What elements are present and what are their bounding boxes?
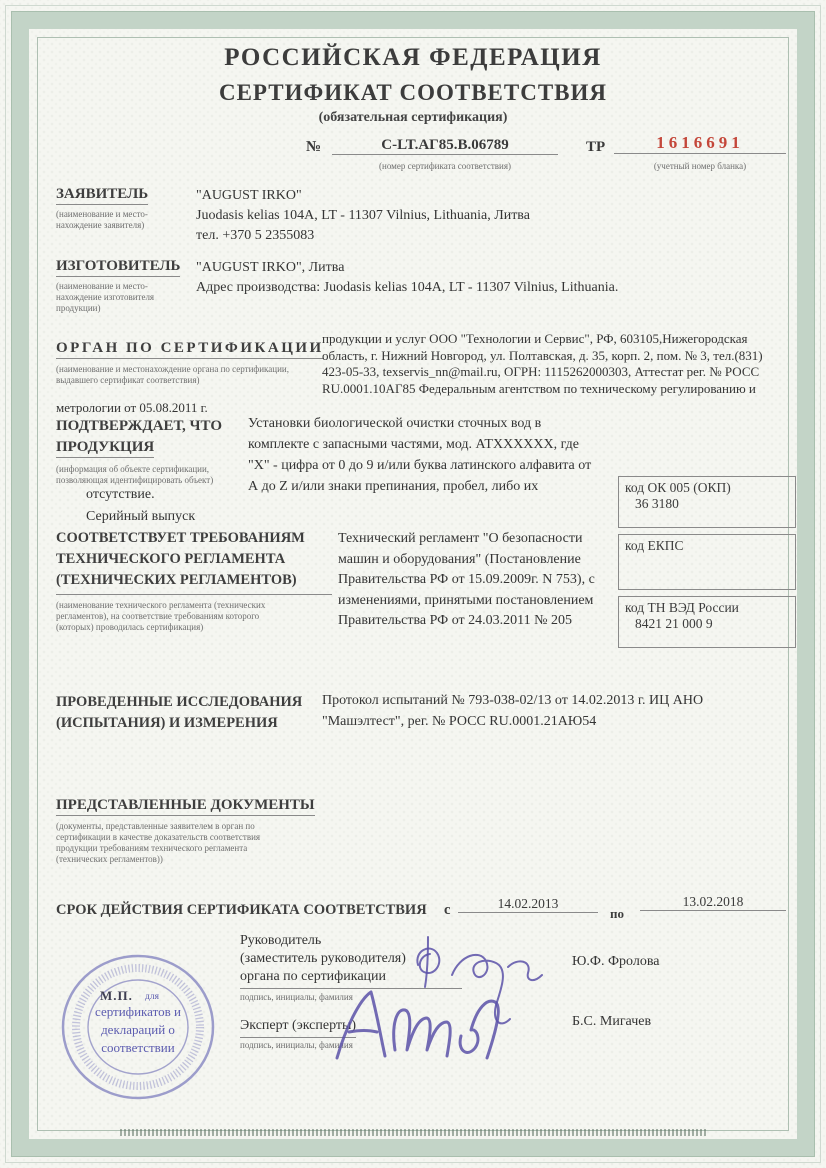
head-role-line: органа по сертификации bbox=[240, 969, 387, 984]
product-label-line2: ПРОДУКЦИЯ bbox=[56, 439, 154, 458]
code-box-okp bbox=[618, 476, 796, 528]
cert-body-line: 423-05-33, texservis_nn@mail.ru, ОГРН: 1115262000303, Аттестат рег. № РОСС bbox=[322, 364, 760, 379]
cert-body-caption-line: (наименование и местонахождение органа по сертификации, bbox=[56, 364, 289, 374]
manufacturer-line: "AUGUST IRKO", Литва bbox=[196, 260, 345, 275]
page-title: СЕРТИФИКАТ СООТВЕТСТВИЯ bbox=[218, 80, 608, 105]
head-role-line: (заместитель руководителя) bbox=[240, 951, 406, 966]
tests-value bbox=[322, 690, 796, 732]
product-label-line1: ПОДТВЕРЖДАЕТ, ЧТО bbox=[56, 418, 223, 434]
documents-caption-line: (технических регламентов)) bbox=[56, 854, 163, 864]
applicant-caption-line: (наименование и место- bbox=[56, 209, 148, 219]
head-name: Ю.Ф. Фролова bbox=[572, 954, 660, 969]
cert-body-line: продукции и услуг ООО "Технологии и Сервис", РФ, 603105,Нижегородская bbox=[322, 331, 748, 346]
compliance-caption-line: регламентов), на соответствие требованиям которого bbox=[56, 611, 260, 621]
compliance-caption-line: (наименование технического регламента (технических bbox=[56, 600, 266, 610]
cert-body-label: ОРГАН ПО СЕРТИФИКАЦИИ bbox=[56, 340, 324, 359]
compliance-label-line: (ТЕХНИЧЕСКИХ РЕГЛАМЕНТОВ) bbox=[56, 572, 297, 588]
expert-signature-image bbox=[325, 978, 565, 1073]
code-box-ekps bbox=[618, 534, 796, 590]
manufacturer-line: Адрес производства: Juodasis kelias 104A, LT - 11307 Vilnius, Lithuania. bbox=[196, 280, 619, 295]
code-box-tnved bbox=[618, 596, 796, 648]
validity-to-date: 13.02.2018 bbox=[640, 894, 786, 911]
validity-from-label: с bbox=[444, 902, 451, 918]
stamp-place-label: М.П. bbox=[100, 988, 133, 1003]
product-line: А до Z и/или знаки препинания, пробел, либо их bbox=[248, 479, 539, 494]
documents-label: ПРЕДСТАВЛЕННЫЕ ДОКУМЕНТЫ bbox=[56, 797, 315, 816]
stamp-line: деклараций о bbox=[101, 1022, 175, 1037]
tests-label-line: (ИСПЫТАНИЯ) И ИЗМЕРЕНИЯ bbox=[56, 715, 278, 731]
product-caption-line: (информация об объекте сертификации, bbox=[56, 464, 210, 474]
manufacturer-caption-line: (наименование и место- bbox=[56, 281, 148, 291]
manufacturer-label: ИЗГОТОВИТЕЛЬ bbox=[56, 258, 180, 277]
tests-line: "Машэлтест", рег. № РОСС RU.0001.21АЮ54 bbox=[322, 714, 597, 729]
head-signature-caption: подпись, инициалы, фамилия bbox=[240, 992, 353, 1002]
blank-number-caption: (учетный номер бланка) bbox=[653, 161, 747, 171]
blank-number: 1616691 bbox=[614, 133, 786, 154]
applicant-line: "AUGUST IRKO" bbox=[196, 188, 302, 203]
compliance-line: Технический регламент "О безопасности bbox=[338, 531, 583, 546]
expert-signature-caption: подпись, инициалы, фамилия bbox=[240, 1040, 353, 1050]
head-role-line: Руководитель bbox=[240, 933, 322, 948]
documents-caption-line: сертификации в качестве доказательств соответствия bbox=[56, 832, 261, 842]
manufacturer-value bbox=[196, 258, 786, 298]
product-caption-line: позволяющая идентифицировать объект) bbox=[56, 475, 214, 485]
round-stamp bbox=[58, 952, 218, 1104]
validity-label: СРОК ДЕЙСТВИЯ СЕРТИФИКАТА СООТВЕТСТВИЯ bbox=[56, 902, 427, 918]
documents-caption-line: (документы, представленные заявителем в орган по bbox=[56, 821, 255, 831]
compliance-value bbox=[338, 529, 630, 632]
country-title: РОССИЙСКАЯ ФЕДЕРАЦИЯ bbox=[224, 44, 602, 71]
applicant-label: ЗАЯВИТЕЛЬ bbox=[56, 186, 148, 205]
product-line: Установки биологической очистки сточных вод в bbox=[248, 416, 542, 431]
stamp-line: соответствии bbox=[101, 1040, 175, 1055]
documents-caption bbox=[56, 821, 356, 865]
cert-body-caption-line: выдавшего сертификат соответствия) bbox=[56, 375, 200, 385]
compliance-line: машин и оборудования" (Постановление bbox=[338, 551, 581, 567]
code-okp-value: 36 3180 bbox=[635, 496, 679, 511]
applicant-line: тел. +370 5 2355083 bbox=[196, 228, 315, 243]
product-left-note1: отсутствие. bbox=[86, 487, 155, 502]
applicant-value bbox=[196, 186, 776, 246]
applicant-caption bbox=[56, 209, 186, 231]
applicant-caption-line: нахождение заявителя) bbox=[56, 220, 145, 230]
code-tnved-label: код ТН ВЭД России bbox=[625, 600, 739, 615]
cert-body-value bbox=[322, 331, 796, 397]
cert-body-caption bbox=[56, 364, 324, 386]
tests-label bbox=[56, 692, 332, 734]
tr-label: ТР bbox=[586, 139, 606, 155]
product-left-note2: Серийный выпуск bbox=[86, 509, 196, 524]
compliance-label-line: ТЕХНИЧЕСКОГО РЕГЛАМЕНТА bbox=[56, 551, 286, 567]
compliance-label-line: СООТВЕТСТВУЕТ ТРЕБОВАНИЯМ bbox=[56, 530, 305, 546]
manufacturer-caption-line: продукции) bbox=[56, 303, 101, 313]
manufacturer-caption-line: нахождение изготовителя bbox=[56, 292, 155, 302]
cert-body-line: область, г. Нижний Новгород, ул. Полтавская, д. 35, корп. 2, пом. № 3, тел.(831) bbox=[322, 347, 763, 363]
tests-label-line: ПРОВЕДЕННЫЕ ИССЛЕДОВАНИЯ bbox=[56, 694, 303, 710]
product-value bbox=[248, 413, 626, 497]
number-symbol: № bbox=[306, 139, 322, 155]
documents-caption-line: продукции требованиям технического регламента bbox=[56, 843, 248, 853]
compliance-line: Правительства РФ от 24.03.2011 № 205 bbox=[338, 613, 572, 628]
manufacturer-caption bbox=[56, 281, 186, 314]
product-caption bbox=[56, 464, 271, 486]
code-okp-label: код ОК 005 (ОКП) bbox=[625, 480, 731, 495]
code-ekps-label: код ЕКПС bbox=[625, 538, 684, 553]
tests-line: Протокол испытаний № 793-038-02/13 от 14.02.2013 г. ИЦ АНО bbox=[322, 693, 704, 708]
applicant-line: Juodasis kelias 104A, LT - 11307 Vilnius, Lithuania, Литва bbox=[196, 208, 530, 223]
compliance-caption-line: (которых) проводилась сертификация) bbox=[56, 622, 204, 632]
certificate-number-caption: (номер сертификата соответствия) bbox=[379, 161, 511, 171]
compliance-caption bbox=[56, 600, 328, 633]
validity-from-date: 14.02.2013 bbox=[458, 896, 598, 913]
page-subtitle: (обязательная сертификация) bbox=[318, 110, 508, 125]
certificate-number: С-LT.АГ85.В.06789 bbox=[332, 137, 558, 155]
expert-name: Б.С. Мигачев bbox=[572, 1014, 652, 1029]
frame-microtext-strip bbox=[120, 1129, 706, 1136]
code-tnved-value: 8421 21 000 9 bbox=[635, 616, 713, 631]
stamp-line: для bbox=[145, 992, 159, 1002]
compliance-line: изменениями, принятыми постановлением bbox=[338, 592, 594, 608]
validity-to-label: по bbox=[610, 906, 624, 921]
stamp-line: сертификатов и bbox=[95, 1004, 181, 1019]
expert-role: Эксперт (эксперты) bbox=[240, 1016, 356, 1038]
compliance-line: Правительства РФ от 15.09.2009г. N 753), с bbox=[338, 572, 595, 587]
product-line: комплекте с запасными частями, мод. АТХХХХХХ, где bbox=[248, 437, 580, 452]
cert-body-line: RU.0001.10АГ85 Федеральным агентством по техническому регулированию и bbox=[322, 380, 756, 396]
compliance-label bbox=[56, 528, 332, 595]
product-line: "X" - цифра от 0 до 9 и/или буква латинского алфавита от bbox=[248, 458, 592, 473]
cert-body-continuation: метрологии от 05.08.2011 г. bbox=[56, 400, 208, 415]
